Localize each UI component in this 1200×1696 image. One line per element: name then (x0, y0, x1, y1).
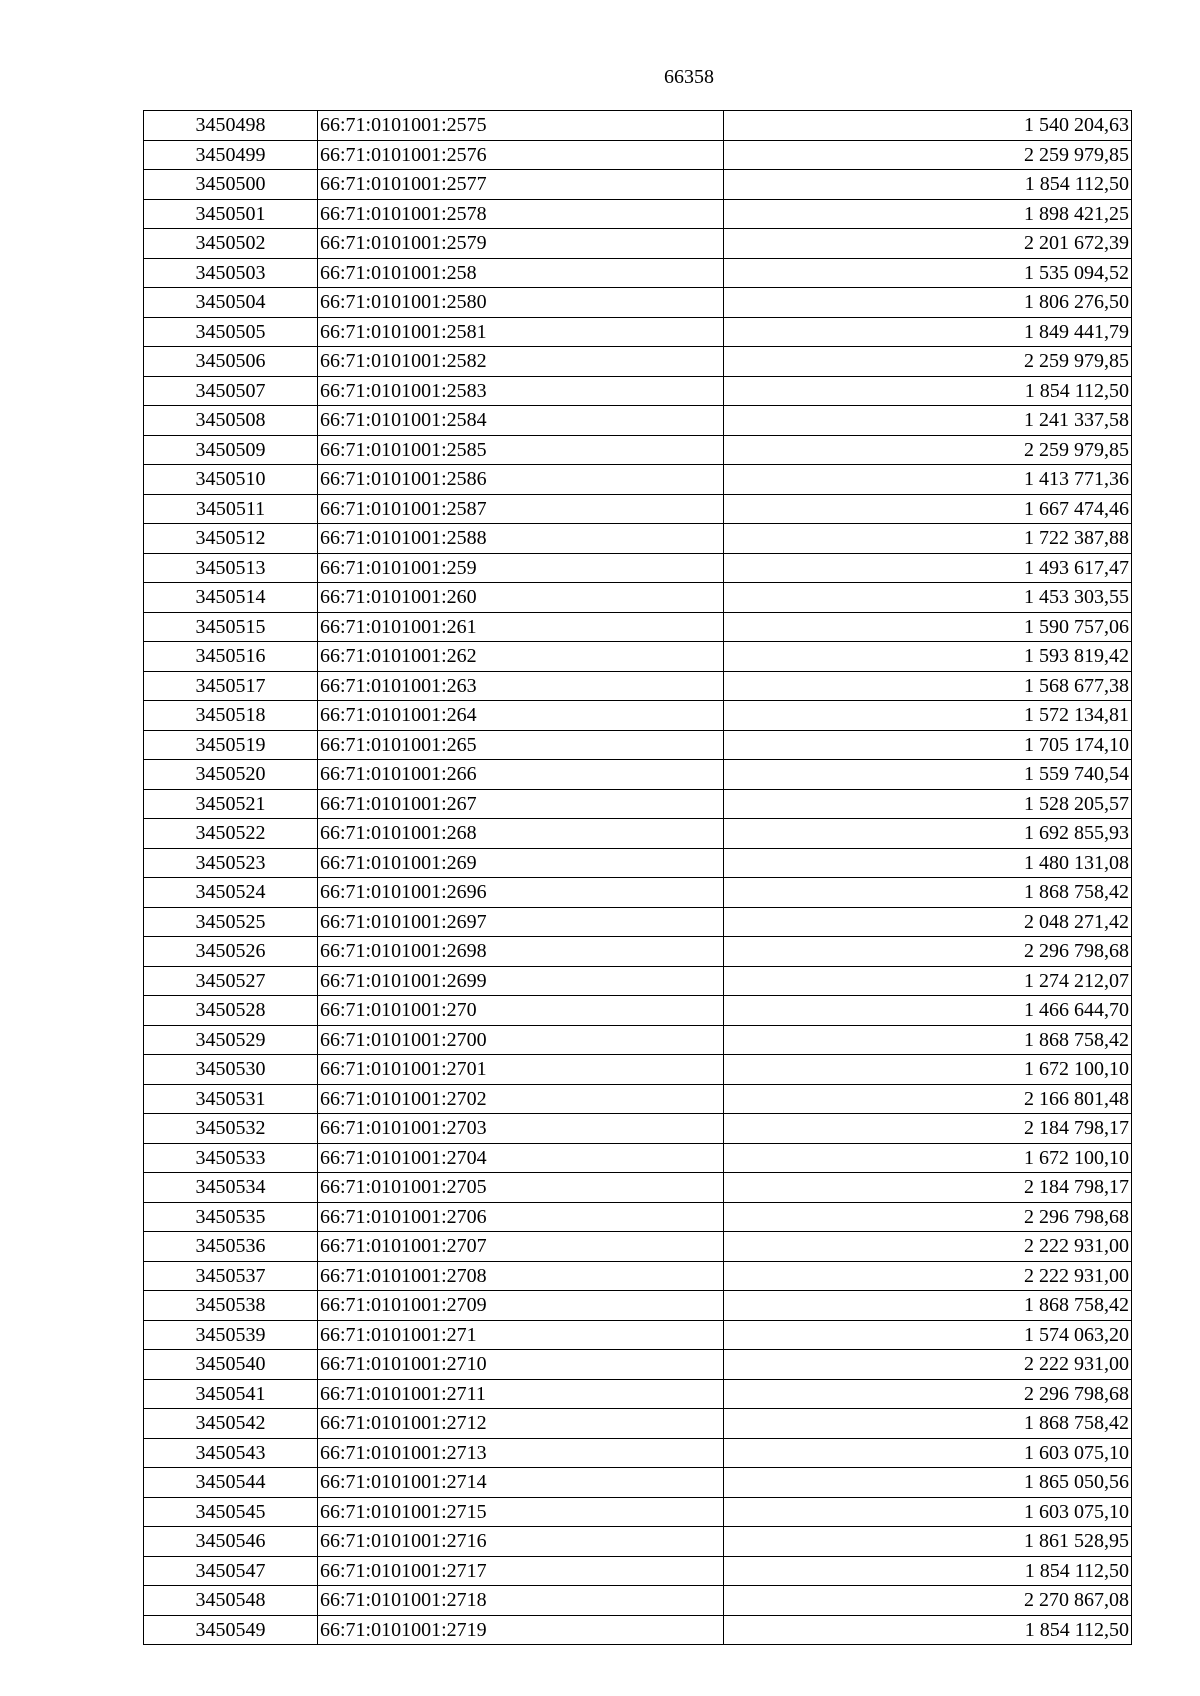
row-number-cell: 3450529 (144, 1025, 318, 1055)
cadastral-value-cell: 1 692 855,93 (724, 819, 1132, 849)
row-number-cell: 3450549 (144, 1615, 318, 1645)
row-number-cell: 3450538 (144, 1291, 318, 1321)
table-row (144, 878, 1132, 908)
table-row (144, 1497, 1132, 1527)
cadastral-number-cell: 66:71:0101001:268 (318, 819, 724, 849)
table-row (144, 1173, 1132, 1203)
cadastral-number-cell: 66:71:0101001:265 (318, 730, 724, 760)
row-number-cell: 3450510 (144, 465, 318, 495)
row-number-cell: 3450541 (144, 1379, 318, 1409)
cadastral-number-cell: 66:71:0101001:2580 (318, 288, 724, 318)
table-row (144, 1055, 1132, 1085)
cadastral-number-cell: 66:71:0101001:2696 (318, 878, 724, 908)
cadastral-number-cell: 66:71:0101001:2716 (318, 1527, 724, 1557)
row-number-cell: 3450520 (144, 760, 318, 790)
row-number-cell: 3450511 (144, 494, 318, 524)
row-number-cell: 3450548 (144, 1586, 318, 1616)
cadastral-number-cell: 66:71:0101001:2585 (318, 435, 724, 465)
table-row (144, 996, 1132, 1026)
table-row (144, 1261, 1132, 1291)
table-row (144, 1232, 1132, 1262)
cadastral-number-cell: 66:71:0101001:2708 (318, 1261, 724, 1291)
table-row (144, 317, 1132, 347)
cadastral-value-cell: 1 453 303,55 (724, 583, 1132, 613)
cadastral-value-cell: 2 222 931,00 (724, 1350, 1132, 1380)
cadastral-value-cell: 2 296 798,68 (724, 1202, 1132, 1232)
cadastral-number-cell: 66:71:0101001:2707 (318, 1232, 724, 1262)
row-number-cell: 3450509 (144, 435, 318, 465)
cadastral-value-cell: 1 574 063,20 (724, 1320, 1132, 1350)
row-number-cell: 3450518 (144, 701, 318, 731)
cadastral-value-cell: 1 241 337,58 (724, 406, 1132, 436)
cadastral-number-cell: 66:71:0101001:2713 (318, 1438, 724, 1468)
row-number-cell: 3450523 (144, 848, 318, 878)
cadastral-value-cell: 1 722 387,88 (724, 524, 1132, 554)
table-row (144, 406, 1132, 436)
cadastral-number-cell: 66:71:0101001:2588 (318, 524, 724, 554)
table-row (144, 347, 1132, 377)
cadastral-value-cell: 1 568 677,38 (724, 671, 1132, 701)
cadastral-number-cell: 66:71:0101001:2706 (318, 1202, 724, 1232)
cadastral-number-cell: 66:71:0101001:2578 (318, 199, 724, 229)
row-number-cell: 3450503 (144, 258, 318, 288)
cadastral-number-cell: 66:71:0101001:2702 (318, 1084, 724, 1114)
table-row (144, 111, 1132, 141)
row-number-cell: 3450544 (144, 1468, 318, 1498)
cadastral-number-cell: 66:71:0101001:2718 (318, 1586, 724, 1616)
cadastral-number-cell: 66:71:0101001:271 (318, 1320, 724, 1350)
table-row (144, 140, 1132, 170)
row-number-cell: 3450514 (144, 583, 318, 613)
cadastral-value-cell: 1 535 094,52 (724, 258, 1132, 288)
cadastral-number-cell: 66:71:0101001:2714 (318, 1468, 724, 1498)
table-row (144, 1468, 1132, 1498)
row-number-cell: 3450499 (144, 140, 318, 170)
cadastral-number-cell: 66:71:0101001:2703 (318, 1114, 724, 1144)
cadastral-number-cell: 66:71:0101001:262 (318, 642, 724, 672)
table-row (144, 966, 1132, 996)
cadastral-value-table (143, 110, 1132, 1645)
page-number: 66358 (664, 66, 714, 88)
cadastral-number-cell: 66:71:0101001:260 (318, 583, 724, 613)
row-number-cell: 3450528 (144, 996, 318, 1026)
cadastral-number-cell: 66:71:0101001:2705 (318, 1173, 724, 1203)
row-number-cell: 3450526 (144, 937, 318, 967)
cadastral-value-cell: 1 868 758,42 (724, 1409, 1132, 1439)
table-row (144, 1084, 1132, 1114)
cadastral-number-cell: 66:71:0101001:2715 (318, 1497, 724, 1527)
row-number-cell: 3450519 (144, 730, 318, 760)
cadastral-value-cell: 2 184 798,17 (724, 1173, 1132, 1203)
table-row (144, 760, 1132, 790)
cadastral-number-cell: 66:71:0101001:2584 (318, 406, 724, 436)
cadastral-value-cell: 2 259 979,85 (724, 140, 1132, 170)
cadastral-value-cell: 1 480 131,08 (724, 848, 1132, 878)
cadastral-number-cell: 66:71:0101001:2586 (318, 465, 724, 495)
table-row (144, 642, 1132, 672)
cadastral-number-cell: 66:71:0101001:2587 (318, 494, 724, 524)
cadastral-number-cell: 66:71:0101001:2698 (318, 937, 724, 967)
table-row (144, 1350, 1132, 1380)
cadastral-number-cell: 66:71:0101001:2700 (318, 1025, 724, 1055)
cadastral-value-cell: 1 865 050,56 (724, 1468, 1132, 1498)
cadastral-number-cell: 66:71:0101001:2719 (318, 1615, 724, 1645)
cadastral-number-cell: 66:71:0101001:269 (318, 848, 724, 878)
cadastral-number-cell: 66:71:0101001:270 (318, 996, 724, 1026)
table-row (144, 465, 1132, 495)
table-row (144, 907, 1132, 937)
cadastral-number-cell: 66:71:0101001:2579 (318, 229, 724, 259)
table-row (144, 1409, 1132, 1439)
table-row (144, 258, 1132, 288)
table-row (144, 612, 1132, 642)
row-number-cell: 3450513 (144, 553, 318, 583)
table-row (144, 819, 1132, 849)
row-number-cell: 3450498 (144, 111, 318, 141)
table-row (144, 583, 1132, 613)
cadastral-value-cell: 1 705 174,10 (724, 730, 1132, 760)
table-row (144, 435, 1132, 465)
cadastral-number-cell: 66:71:0101001:2699 (318, 966, 724, 996)
table-row (144, 553, 1132, 583)
cadastral-value-cell: 1 493 617,47 (724, 553, 1132, 583)
table-row (144, 229, 1132, 259)
cadastral-number-cell: 66:71:0101001:2583 (318, 376, 724, 406)
table-row (144, 1025, 1132, 1055)
table-row (144, 524, 1132, 554)
row-number-cell: 3450536 (144, 1232, 318, 1262)
cadastral-value-cell: 2 270 867,08 (724, 1586, 1132, 1616)
cadastral-number-cell: 66:71:0101001:2697 (318, 907, 724, 937)
row-number-cell: 3450516 (144, 642, 318, 672)
row-number-cell: 3450506 (144, 347, 318, 377)
row-number-cell: 3450500 (144, 170, 318, 200)
row-number-cell: 3450532 (144, 1114, 318, 1144)
row-number-cell: 3450535 (144, 1202, 318, 1232)
cadastral-number-cell: 66:71:0101001:2712 (318, 1409, 724, 1439)
cadastral-number-cell: 66:71:0101001:266 (318, 760, 724, 790)
table-row (144, 1143, 1132, 1173)
cadastral-value-cell: 1 898 421,25 (724, 199, 1132, 229)
row-number-cell: 3450543 (144, 1438, 318, 1468)
table-row (144, 1615, 1132, 1645)
table-row (144, 937, 1132, 967)
cadastral-value-cell: 1 806 276,50 (724, 288, 1132, 318)
row-number-cell: 3450502 (144, 229, 318, 259)
cadastral-value-cell: 1 572 134,81 (724, 701, 1132, 731)
row-number-cell: 3450515 (144, 612, 318, 642)
cadastral-value-cell: 1 466 644,70 (724, 996, 1132, 1026)
cadastral-number-cell: 66:71:0101001:264 (318, 701, 724, 731)
cadastral-value-cell: 1 413 771,36 (724, 465, 1132, 495)
cadastral-number-cell: 66:71:0101001:2710 (318, 1350, 724, 1380)
table-row (144, 1438, 1132, 1468)
row-number-cell: 3450508 (144, 406, 318, 436)
row-number-cell: 3450524 (144, 878, 318, 908)
cadastral-value-cell: 1 861 528,95 (724, 1527, 1132, 1557)
table-row (144, 1114, 1132, 1144)
table-row (144, 730, 1132, 760)
cadastral-number-cell: 66:71:0101001:2701 (318, 1055, 724, 1085)
row-number-cell: 3450525 (144, 907, 318, 937)
cadastral-value-cell: 1 854 112,50 (724, 1556, 1132, 1586)
cadastral-value-cell: 1 854 112,50 (724, 170, 1132, 200)
cadastral-value-cell: 2 166 801,48 (724, 1084, 1132, 1114)
cadastral-number-cell: 66:71:0101001:267 (318, 789, 724, 819)
cadastral-number-cell: 66:71:0101001:263 (318, 671, 724, 701)
cadastral-number-cell: 66:71:0101001:2704 (318, 1143, 724, 1173)
table-row (144, 701, 1132, 731)
cadastral-value-cell: 1 667 474,46 (724, 494, 1132, 524)
row-number-cell: 3450531 (144, 1084, 318, 1114)
cadastral-value-cell: 1 868 758,42 (724, 1291, 1132, 1321)
cadastral-value-cell: 1 274 212,07 (724, 966, 1132, 996)
cadastral-value-cell: 1 559 740,54 (724, 760, 1132, 790)
cadastral-value-cell: 1 849 441,79 (724, 317, 1132, 347)
table-row (144, 1291, 1132, 1321)
row-number-cell: 3450517 (144, 671, 318, 701)
cadastral-value-cell: 2 296 798,68 (724, 1379, 1132, 1409)
cadastral-number-cell: 66:71:0101001:2709 (318, 1291, 724, 1321)
row-number-cell: 3450527 (144, 966, 318, 996)
table-row (144, 671, 1132, 701)
table-row (144, 1379, 1132, 1409)
cadastral-number-cell: 66:71:0101001:259 (318, 553, 724, 583)
table-row (144, 199, 1132, 229)
row-number-cell: 3450542 (144, 1409, 318, 1439)
cadastral-number-cell: 66:71:0101001:2717 (318, 1556, 724, 1586)
row-number-cell: 3450504 (144, 288, 318, 318)
table-row (144, 1527, 1132, 1557)
cadastral-number-cell: 66:71:0101001:2577 (318, 170, 724, 200)
row-number-cell: 3450546 (144, 1527, 318, 1557)
table-row (144, 170, 1132, 200)
cadastral-value-cell: 2 259 979,85 (724, 347, 1132, 377)
cadastral-number-cell: 66:71:0101001:2575 (318, 111, 724, 141)
table-row (144, 376, 1132, 406)
row-number-cell: 3450512 (144, 524, 318, 554)
cadastral-value-cell: 1 603 075,10 (724, 1438, 1132, 1468)
cadastral-value-cell: 1 854 112,50 (724, 376, 1132, 406)
row-number-cell: 3450505 (144, 317, 318, 347)
cadastral-value-cell: 1 672 100,10 (724, 1143, 1132, 1173)
row-number-cell: 3450507 (144, 376, 318, 406)
cadastral-value-cell: 1 672 100,10 (724, 1055, 1132, 1085)
cadastral-value-cell: 1 528 205,57 (724, 789, 1132, 819)
cadastral-value-cell: 2 222 931,00 (724, 1261, 1132, 1291)
row-number-cell: 3450501 (144, 199, 318, 229)
row-number-cell: 3450522 (144, 819, 318, 849)
table-row (144, 1556, 1132, 1586)
cadastral-value-cell: 2 201 672,39 (724, 229, 1132, 259)
cadastral-value-cell: 1 590 757,06 (724, 612, 1132, 642)
cadastral-value-cell: 1 868 758,42 (724, 878, 1132, 908)
cadastral-number-cell: 66:71:0101001:2711 (318, 1379, 724, 1409)
row-number-cell: 3450540 (144, 1350, 318, 1380)
cadastral-value-cell: 1 854 112,50 (724, 1615, 1132, 1645)
cadastral-value-cell: 1 540 204,63 (724, 111, 1132, 141)
table-row (144, 1320, 1132, 1350)
cadastral-value-cell: 1 593 819,42 (724, 642, 1132, 672)
cadastral-number-cell: 66:71:0101001:261 (318, 612, 724, 642)
cadastral-value-cell: 2 259 979,85 (724, 435, 1132, 465)
table-body (144, 111, 1132, 1645)
row-number-cell: 3450539 (144, 1320, 318, 1350)
cadastral-value-cell: 2 222 931,00 (724, 1232, 1132, 1262)
cadastral-value-cell: 2 184 798,17 (724, 1114, 1132, 1144)
row-number-cell: 3450521 (144, 789, 318, 819)
cadastral-number-cell: 66:71:0101001:2576 (318, 140, 724, 170)
row-number-cell: 3450533 (144, 1143, 318, 1173)
table-row (144, 848, 1132, 878)
cadastral-number-cell: 66:71:0101001:2581 (318, 317, 724, 347)
table-row (144, 1586, 1132, 1616)
cadastral-number-cell: 66:71:0101001:2582 (318, 347, 724, 377)
table-row (144, 288, 1132, 318)
row-number-cell: 3450534 (144, 1173, 318, 1203)
table-row (144, 789, 1132, 819)
cadastral-value-cell: 1 868 758,42 (724, 1025, 1132, 1055)
cadastral-value-cell: 1 603 075,10 (724, 1497, 1132, 1527)
table-row (144, 494, 1132, 524)
cadastral-value-cell: 2 296 798,68 (724, 937, 1132, 967)
row-number-cell: 3450530 (144, 1055, 318, 1085)
row-number-cell: 3450547 (144, 1556, 318, 1586)
row-number-cell: 3450545 (144, 1497, 318, 1527)
row-number-cell: 3450537 (144, 1261, 318, 1291)
table-row (144, 1202, 1132, 1232)
cadastral-value-cell: 2 048 271,42 (724, 907, 1132, 937)
cadastral-number-cell: 66:71:0101001:258 (318, 258, 724, 288)
